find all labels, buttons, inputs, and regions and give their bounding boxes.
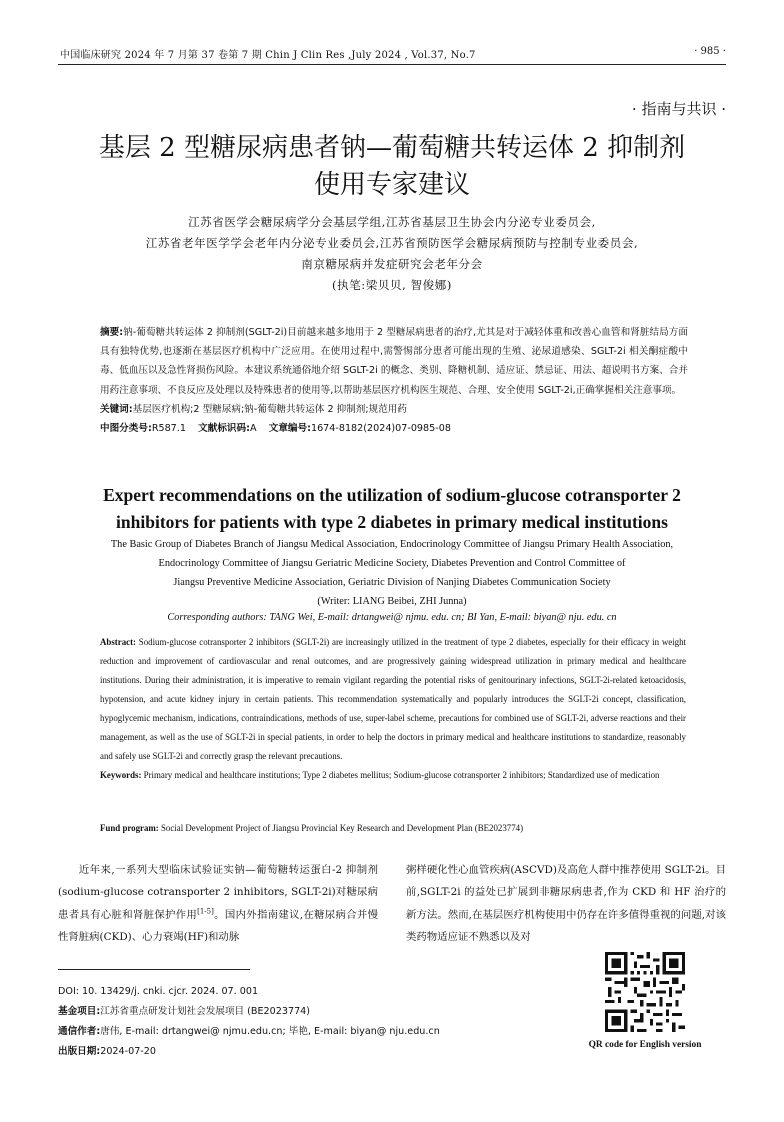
fund-label: 基金项目: (58, 1006, 101, 1017)
authors-cn-line-2: 江苏省老年医学学会老年内分泌专业委员会,江苏省预防医学会糖尿病预防与控制专业委员会, (145, 236, 639, 250)
clc-label: 中图分类号: (100, 423, 152, 435)
title-cn-line-1: 基层 2 型糖尿病患者钠—葡萄糖共转运体 2 抑制剂 (98, 133, 686, 163)
abstract-en-body (100, 633, 686, 766)
corresponding-authors-en: Corresponding authors: TANG Wei, E-mail: drtangwei@ njmu. edu. cn; BI Yan, E-mail: biyan@ nju. edu. cn (167, 612, 617, 623)
footnote-divider (58, 969, 250, 970)
authors-cn (58, 212, 726, 296)
authors-cn-line-4: (执笔:梁贝贝, 智俊娜) (332, 278, 452, 292)
publish-date-value: 2024-07-20 (100, 1046, 156, 1057)
keywords-cn-text: 基层医疗机构;2 型糖尿病;钠-葡萄糖共转运体 2 抑制剂;规范用药 (132, 403, 407, 415)
corresponding-line (58, 1022, 518, 1042)
intro-paragraph-continued: 粥样硬化性心血管疾病(ASCVD)及高危人群中推荐使用 SGLT-2i。目前,SGLT-2i 的益处已扩展到非糖尿病患者,作为 CKD 和 HF 治疗的新方法。然而,在基层医疗机构使用中仍存在许多值得重视的问题,对该类药物适应证不熟悉以及对 (406, 864, 726, 944)
clc-value: R587.1 (151, 423, 186, 435)
doc-code-label: 文献标识码: (198, 423, 250, 435)
title-en-line-2: inhibitors for patients with type 2 diabetes in primary medical institutions (116, 512, 668, 532)
running-header: 中国临床研究 2024 年 7 月第 37 卷第 7 期 Chin J Clin Res ,July 2024 , Vol.37, No.7 (60, 50, 476, 61)
intro-paragraph (58, 859, 378, 949)
abstract-en-label: Abstract: (100, 637, 136, 647)
authors-cn-line-1: 江苏省医学会糖尿病学分会基层学组,江苏省基层卫生协会内分泌专业委员会, (188, 215, 596, 229)
authors-cn-line-3: 南京糖尿病并发症研究会老年分会 (301, 257, 483, 271)
corresponding-value: 唐伟, E-mail: drtangwei@ njmu.edu.cn; 毕艳, E-mail: biyan@ nju.edu.cn (100, 1026, 440, 1037)
qr-caption: QR code for English version (588, 1040, 702, 1050)
title-cn-line-2: 使用专家建议 (313, 170, 470, 200)
qr-code-icon[interactable] (605, 952, 685, 1032)
abstract-cn-label: 摘要: (100, 327, 124, 338)
keywords-en (100, 766, 686, 785)
header-divider (58, 64, 726, 65)
article-no-value: 1674-8182(2024)07-0985-08 (310, 423, 451, 435)
article-title-en (40, 482, 744, 536)
abstract-cn-text: 钠-葡萄糖共转运体 2 抑制剂(SGLT-2i)目前越来越多地用于 2 型糖尿病患者的治疗,尤其是对于减轻体重和改善心血管和肾脏结局方面具有独特优势,也逐渐在基层医疗机构中广泛应用。在使用过程中,需警惕部分患者可能出现的生殖、泌尿道感染、SGLT-2i 相关酮症酸中毒、低血压以及急性肾损伤风险。本建议系统通俗地介绍 SGLT-2i 的概念、类别、降糖机制、适应证、禁忌证、用法、超说明书方案、合并用药注意事项、不良反应及处理以及特殊患者的使用等,以帮助基层医疗机构医生规范、合理、安全使用 SGLT-2i,正确掌握相关注意事项。 (100, 327, 688, 396)
keywords-cn-label: 关键词: (100, 403, 133, 415)
authors-en-line-2: Endocrinology Committee of Jiangsu Geriatric Medicine Society, Diabetes Prevention and Control Committee of (158, 558, 626, 569)
article-title-cn (58, 130, 726, 204)
section-tag: · 指南与共识 · (631, 100, 726, 118)
publish-date-line (58, 1042, 518, 1062)
page-number: · 985 · (694, 46, 726, 57)
authors-en-line-3: Jiangsu Preventive Medicine Association, Geriatric Division of Nanjing Diabetes Communication Society (173, 577, 611, 588)
publish-date-label: 出版日期: (58, 1046, 101, 1057)
body-column-right (406, 859, 726, 949)
keywords-cn (100, 400, 688, 419)
keywords-en-text: Primary medical and healthcare institutions; Type 2 diabetes mellitus; Sodium-glucose cotransporter 2 inhibitors; Standardized use of medication (143, 770, 660, 780)
doi-line: DOI: 10. 13429/j. cnki. cjcr. 2024. 07. 001 (58, 986, 259, 997)
intro-text-b: 。国内外指南建议,在糖尿病合并慢性肾脏病(CKD)、心力衰竭(HF)和动脉 (58, 908, 378, 944)
abstract-cn (100, 323, 688, 438)
title-en-line-1: Expert recommendations on the utilization of sodium-glucose cotransporter 2 (103, 485, 681, 505)
abstract-cn-body (100, 323, 688, 400)
abstract-en (100, 633, 686, 785)
intro-text-a: 近年来,一系列大型临床试验证实钠—葡萄糖转运蛋白-2 抑制剂(sodium-glucose cotransporter 2 inhibitors, SGLT-2i)对糖尿病患者具有心脏和肾脏保护作用 (58, 864, 378, 921)
fund-program-en (100, 823, 686, 833)
body-column-left (58, 859, 378, 949)
article-no-label: 文章编号: (268, 423, 311, 435)
abstract-en-text: Sodium-glucose cotransporter 2 inhibitors (SGLT-2i) are increasingly utilized in the treatment of type 2 diabetes, especially for their efficacy in weight reduction and improvement of cardiovascular and renal outcomes, and are progressively gaining widespread utilization in primary medical and healthcare institutions. During their administration, it is imperative to remain vigilant regarding the potential risks of genitourinary infections, SGLT-2i-related ketoacidosis, hypotension, and acute kidney injury in certain patients. This recommendation systematically and popularly introduces the SGLT-2i concept, classification, hypoglycemic mechanism, indications, contraindications, methods of use, super-label scheme, precautions for combined use of SGLT-2i, adverse reactions and their management, as well as the use of SGLT-2i in special patients, in order to help the doctors in primary medical and healthcare institutions to standardize, reasonably and safely use SGLT-2i and correctly grasp the relevant precautions. (100, 637, 686, 761)
authors-en-line-1: The Basic Group of Diabetes Branch of Jiangsu Medical Association, Endocrinology Committee of Jiangsu Primary Health Association, (110, 539, 674, 550)
fund-en-text: Social Development Project of Jiangsu Provincial Key Research and Development Plan (BE2023774) (160, 823, 524, 833)
classification-line (100, 419, 688, 438)
fund-line (58, 1002, 518, 1022)
doc-code-value: A (249, 423, 257, 435)
fund-en-label: Fund program: (100, 823, 159, 833)
citation-ref: [1-5] (197, 907, 214, 916)
fund-value: 江苏省重点研发计划社会发展项目 (BE2023774) (100, 1006, 311, 1017)
keywords-en-label: Keywords: (100, 770, 142, 780)
corresponding-label: 通信作者: (58, 1026, 101, 1037)
authors-en-line-4: (Writer: LIANG Beibei, ZHI Junna) (317, 596, 467, 607)
footnotes (58, 982, 518, 1062)
authors-en (40, 535, 744, 611)
